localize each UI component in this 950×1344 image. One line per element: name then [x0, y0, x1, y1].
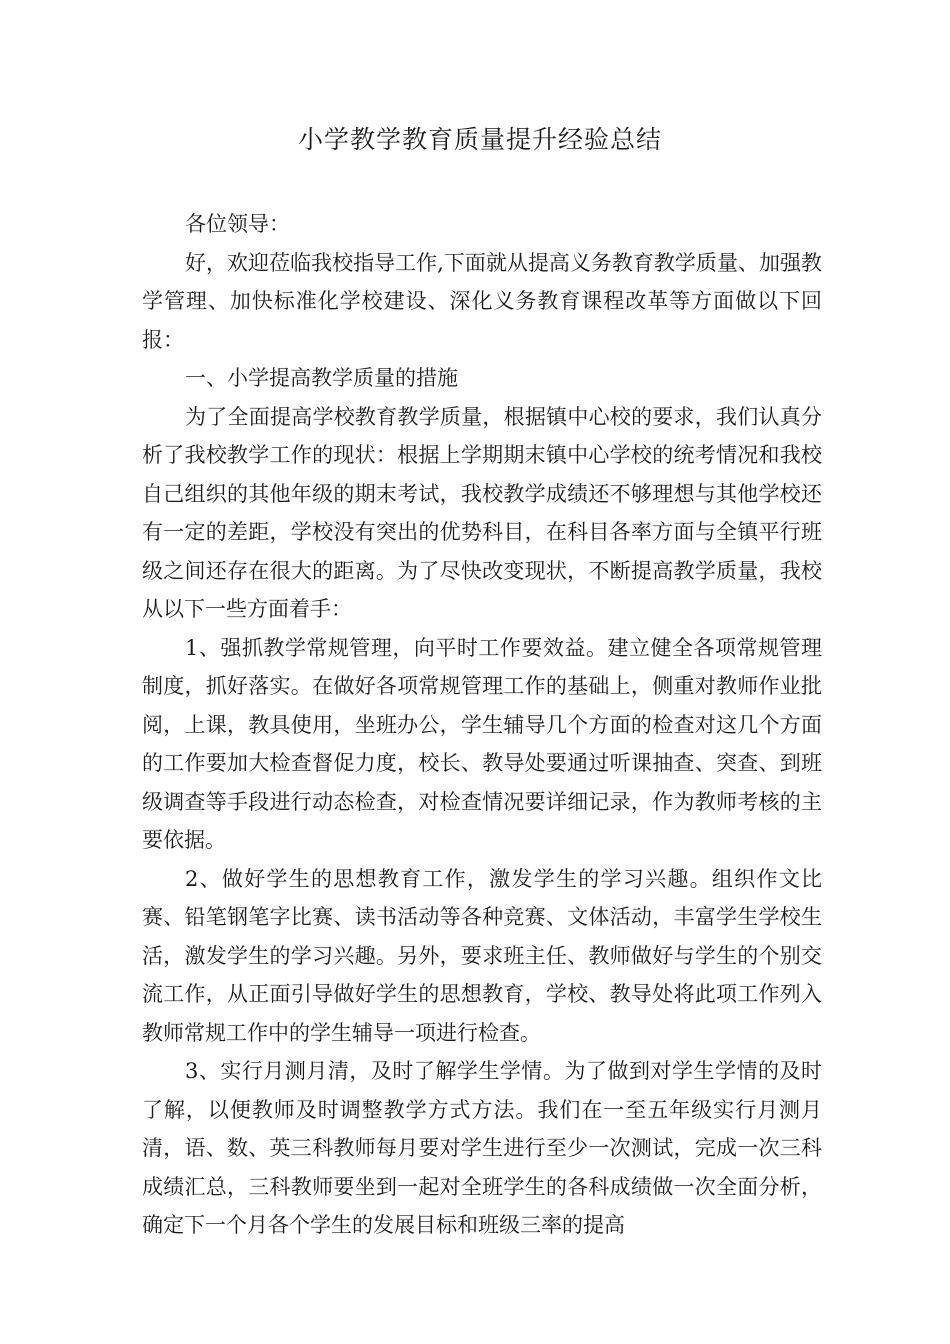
intro-paragraph: 好，欢迎莅临我校指导工作,下面就从提高义务教育教学质量、加强教学管理、加快标准化学校建设、深化义务教育课程改革等方面做以下回报：: [142, 250, 822, 352]
body-paragraph: 1、强抓教学常规管理，向平时工作要效益。建立健全各项常规管理制度，抓好落实。在做好各项常规管理工作的基础上，侧重对教师作业批阅，上课，教具使用，坐班办公，学生辅导几个方面的检查对这几个方面的工作要加大检查督促力度，校长、教导处要通过听课抽查、突查、到班级调查等手段进行动态检查，对检查情况要详细记录，作为教师考核的主要依据。: [142, 635, 822, 852]
body-paragraph: 为了全面提高学校教育教学质量，根据镇中心校的要求，我们认真分析了我校教学工作的现状：根据上学期期末镇中心学校的统考情况和我校自己组织的其他年级的期末考试，我校教学成绩还不够理想与其他学校还有一定的差距，学校没有突出的优势科目，在科目各率方面与全镇平行班级之间还存在很大的距离。为了尽快改变现状，不断提高教学质量，我校从以下一些方面着手：: [142, 404, 822, 621]
section-heading: 一、小学提高教学质量的措施: [185, 366, 458, 390]
document-body: [142, 205, 822, 1245]
salutation-paragraph: 各位领导：: [185, 212, 290, 236]
body-paragraph: 3、实行月测月清，及时了解学生学情。为了做到对学生学情的及时了解，以便教师及时调整教学方式方法。我们在一至五年级实行月测月清，语、数、英三科教师每月要对学生进行至少一次测试，完成一次三科成绩汇总，三科教师要坐到一起对全班学生的各科成绩做一次全面分析，确定下一个月各个学生的发展目标和班级三率的提高: [142, 1059, 822, 1237]
body-paragraph: 2、做好学生的思想教育工作，激发学生的学习兴趣。组织作文比赛、铅笔钢笔字比赛、读书活动等各种竞赛、文体活动，丰富学生学校生活，激发学生的学习兴趣。另外，要求班主任、教师做好与学生的个别交流工作，从正面引导做好学生的思想教育，学校、教导处将此项工作列入教师常规工作中的学生辅导一项进行检查。: [142, 866, 822, 1045]
document-title: 小学教学教育质量提升经验总结: [297, 125, 662, 154]
